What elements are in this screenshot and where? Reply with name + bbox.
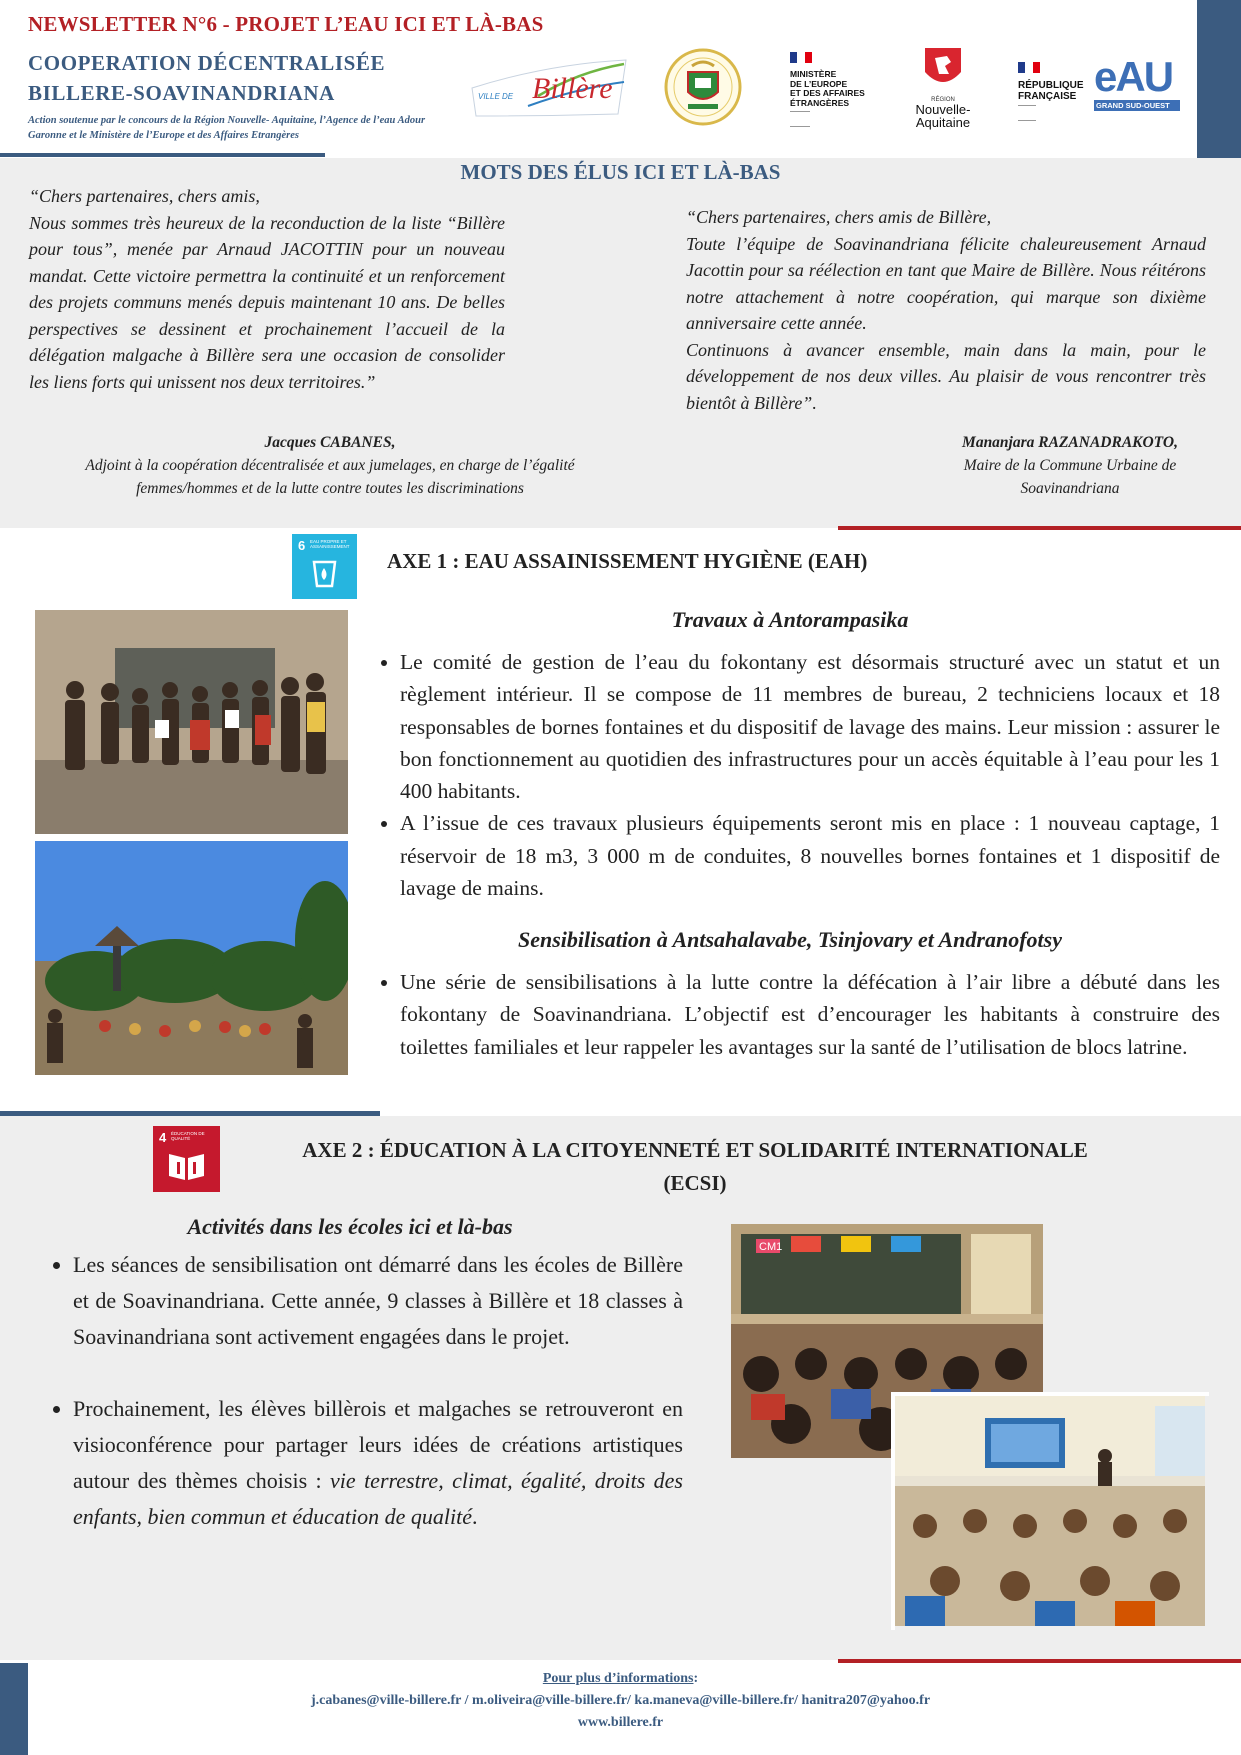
bullet-visioconference xyxy=(73,1391,683,1535)
bullet-equipements: • A l’issue de ces travaux plusieurs équipements seront mis en place : 1 nouveau captage, 1 réservoir de 18 m3, 3 000 m de conduites, 8 nouvelles bornes fontaines et 1 dispositif de lavage de mains. xyxy=(400,807,1220,904)
billere-logo-name: Billère xyxy=(532,72,613,105)
axe2-title-line-2: (ECSI) xyxy=(663,1171,727,1195)
quote-soavinandriana: “Chers partenaires, chers amis de Billère, Toute l’équipe de Soavinandriana félicite chaleureusement Arnaud Jacottin pour sa réélection en tant que Maire de Billère. Nous réitérons notre attachement à notre coopération, qui marque son dixième anniversaire cette année. Continuons à avancer ensemble, main dans la main, pour le développement de nos deux villes. Au plaisir de vous rencontrer très bientôt à Billère”. xyxy=(686,207,1206,413)
region-label: RÉGION xyxy=(931,97,955,103)
photo-classroom-billere xyxy=(891,1392,1209,1630)
sdg4-badge xyxy=(153,1126,220,1192)
newsletter-title: NEWSLETTER N°6 - PROJET L’EAU ICI ET LÀ-BAS xyxy=(28,12,544,36)
visio-end: . xyxy=(471,1504,478,1529)
sdg4-label: ÉDUCATION DE QUALITÉ xyxy=(171,1131,205,1141)
cooperation-subtitle xyxy=(28,48,385,108)
ministere-line-1: MINISTÈRE xyxy=(790,69,837,79)
agence-eau-logo xyxy=(1094,53,1180,114)
footer-info-colon: : xyxy=(693,1671,699,1686)
quote-billere: “Chers partenaires, chers amis, Nous sommes très heureux de la reconduction de la liste “Billère pour tous”, menée par Arnaud JACOTTIN pour un nouveau mandat. Cette victoire permettra la continuité et un renforcement des projets communs menés depuis maintenant 10 ans. De belles perspectives se dessinent et prochainement l’accueil de la délégation malgache à Billère sera une occasion de consolider les liens forts qui unissent nos deux territoires.” xyxy=(29,186,505,392)
bullet-comite: • Le comité de gestion de l’eau du fokontany est désormais structuré avec un statut et un règlement intérieur. Il se compose de 11 membres de bureau, 2 techniciens locaux et 18 responsables de bornes fontaines et du dispositif de lavage des mains. Leur mission : assurer le bon fonctionnement au quotidien des infrastructures pour un accès équitable à l’eau pour les 1 400 habitants. xyxy=(400,646,1220,807)
signature-right xyxy=(920,431,1220,500)
ministere-logo xyxy=(790,50,870,124)
region-nouvelle-aquitaine-logo xyxy=(908,44,978,128)
billere-logo-prefix: VILLE DE xyxy=(478,92,514,101)
footer-divider-red xyxy=(838,1659,1241,1663)
region-name-1: Nouvelle- xyxy=(915,102,971,117)
eau-logo-text: eAU xyxy=(1094,53,1173,100)
header-divider xyxy=(0,153,325,157)
section-divider-red xyxy=(838,526,1241,530)
soavinandriana-seal xyxy=(664,48,742,126)
sdg6-number: 6 xyxy=(298,538,306,553)
signature-right-name: Mananjara RAZANADRAKOTO, xyxy=(962,434,1178,451)
axe1-subtitle-travaux: Travaux à Antorampasika xyxy=(671,607,909,632)
republique-francaise-logo xyxy=(1018,60,1088,120)
bullet-defecation: • Une série de sensibilisations à la lutte contre la défécation à l’air libre a débuté dans les fokontany de Soavinandriana. L’objectif est d’encourager les habitants à construire des toilettes familiales et leur rappeler les avantages sur la santé de l’utilisation de blocs latrine. xyxy=(400,966,1220,1063)
republique-line-2: FRANÇAISE xyxy=(1018,91,1077,102)
open-book-icon xyxy=(153,1126,220,1192)
classroom-board-label: CM1 xyxy=(759,1241,783,1253)
axe1-bullets-sensibilisation xyxy=(380,966,1220,1063)
visio-themes: vie terrestre, climat, égalité, droits des enfants, bien commun et éducation de qualité xyxy=(73,1468,683,1529)
footer xyxy=(0,1668,1241,1734)
subtitle-line-2: BILLERE-SOAVINANDRIANA xyxy=(28,81,335,105)
axe1-bullets-travaux xyxy=(380,646,1220,904)
photo-water-committee xyxy=(35,610,348,834)
region-name-2: Aquitaine xyxy=(915,115,971,130)
marianne-flag-icon xyxy=(1018,62,1040,73)
footer-website[interactable]: www.billere.fr xyxy=(577,1715,664,1730)
french-flag-icon xyxy=(790,52,812,63)
signature-left-role: Adjoint à la coopération décentralisée et aux jumelages, en charge de l’égalité femmes/hommes et de la lutte contre toutes les discriminations xyxy=(85,457,575,497)
visio-text: Prochainement, les élèves billèrois et malgaches se retrouveront en visioconférence pour partager leurs idées de créations artistiques autour des thèmes choisis : xyxy=(73,1396,683,1493)
subtitle-line-1: COOPERATION DÉCENTRALISÉE xyxy=(28,51,386,75)
header-accent-bar xyxy=(1197,0,1241,158)
signature-left-name: Jacques CABANES, xyxy=(264,434,396,451)
signature-left xyxy=(60,431,600,500)
photo-sensitization-gathering xyxy=(35,841,348,1075)
support-note: Action soutenue par le concours de la Région Nouvelle- Aquitaine, l’Agence de l’eau Adour Garonne et le Ministère de l’Europe et des Affaires Etrangères xyxy=(28,115,426,141)
footer-emails[interactable]: j.cabanes@ville-billere.fr / m.oliveira@ville-billere.fr/ ka.maneva@ville-billere.fr/ hanitra207@yahoo.fr xyxy=(310,1693,931,1708)
axe2-title xyxy=(230,1134,1160,1200)
eau-logo-tag: GRAND SUD-OUEST xyxy=(1094,100,1180,111)
axe2-title-line-1: AXE 2 : ÉDUCATION À LA CITOYENNETÉ ET SOLIDARITÉ INTERNATIONALE xyxy=(302,1138,1088,1162)
axe2-subtitle: Activités dans les écoles ici et là-bas xyxy=(187,1214,513,1239)
footer-info-label: Pour plus d’informations xyxy=(542,1671,694,1686)
water-drop-icon xyxy=(292,534,357,599)
axe1-title: AXE 1 : EAU ASSAINISSEMENT HYGIÈNE (EAH) xyxy=(387,549,868,573)
bullet-seances: • Les séances de sensibilisation ont démarré dans les écoles de Billère et de Soavinandriana. Cette année, 9 classes à Billère et 18 classes à Soavinandriana sont activement engagées dans le projet. xyxy=(73,1247,683,1355)
ministere-line-3: ET DES AFFAIRES xyxy=(790,88,865,98)
lion-shield-icon xyxy=(921,44,965,92)
axe1-subtitle-sensibilisation: Sensibilisation à Antsahalavabe, Tsinjovary et Andranofotsy xyxy=(518,927,1062,952)
ministere-line-2: DE L’EUROPE xyxy=(790,78,848,89)
axe2-bullets xyxy=(53,1247,683,1535)
sdg6-label: EAU PROPRE ET ASSAINISSEMENT xyxy=(310,539,350,549)
elus-title: MOTS DES ÉLUS ICI ET LÀ-BAS xyxy=(460,160,781,184)
billere-logo xyxy=(468,58,630,120)
signature-right-role: Maire de la Commune Urbaine de Soavinandriana xyxy=(963,457,1177,497)
sdg4-number: 4 xyxy=(159,1130,167,1145)
republique-line-1: RÉPUBLIQUE xyxy=(1018,80,1084,91)
sdg6-badge xyxy=(292,534,357,599)
ministere-line-4: ÉTRANGÈRES xyxy=(790,97,850,108)
